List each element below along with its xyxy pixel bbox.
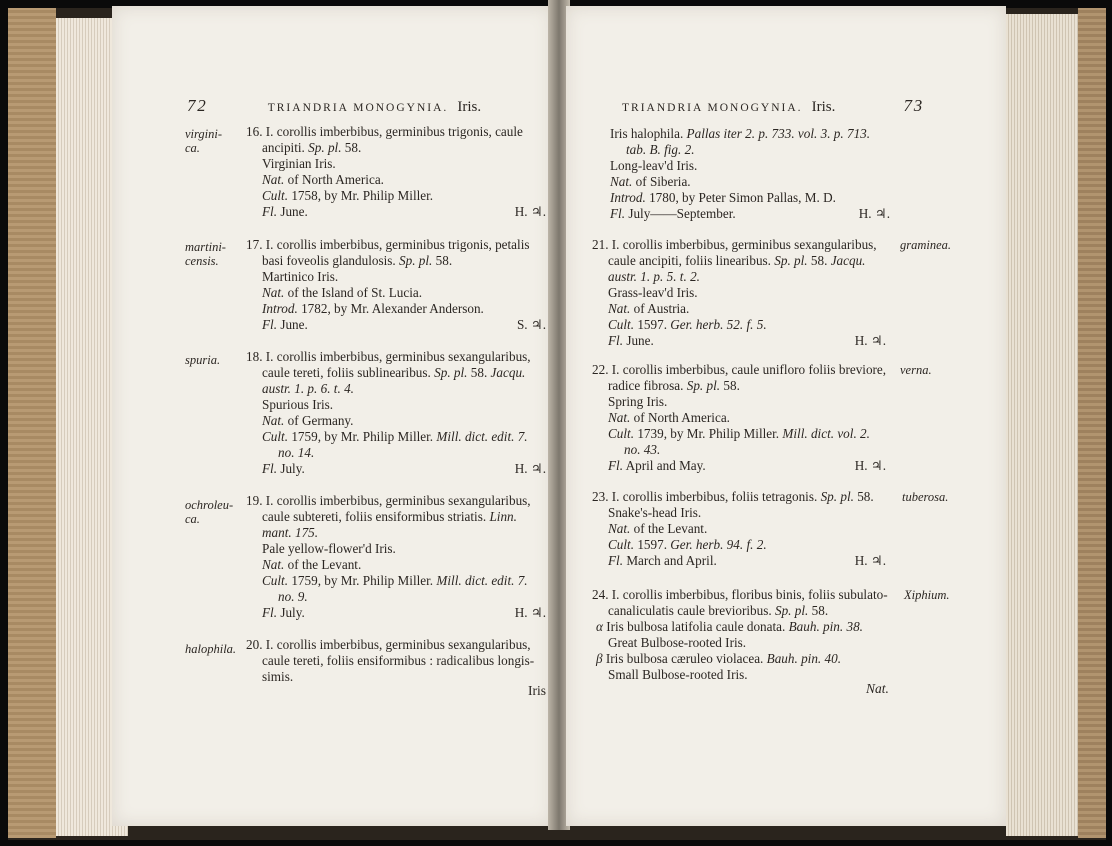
left-cover — [8, 8, 56, 838]
species-name: spuria. — [185, 353, 221, 367]
catchword: Nat. — [866, 681, 889, 696]
left-page-header — [187, 96, 481, 116]
species-entry: 20. I. corollis imberbibus, germinibus sexangularibus, caule tereti, foliis ensiformibus : radicalibus longis- simis. — [246, 637, 535, 684]
species-entry: 18. I. corollis imberbibus, germinibus sexangularibus, caule tereti, foliis sublinearibus. Sp. pl. 58. Jacqu. austr. 1. p. 6. t. 4. Spurious Iris. Nat. of Germany. Cult. 1759, by Mr. Philip Miller. Mill. dict. edit. 7. no. 14. Fl. July. H. ♃. — [246, 349, 546, 476]
page-number: 73 — [903, 96, 925, 115]
species-entry: 17. I. corollis imberbibus, germinibus trigonis, petalis basi foveolis glandulosis. Sp. pl. 58. Martinico Iris. Nat. of the Island of St. Lucia. Introd. 1782, by Mr. Alexander Anderson. Fl. June. S. ♃. — [246, 237, 546, 332]
species-name: ochroleu- ca. — [185, 498, 234, 526]
species-name: martini- censis. — [185, 240, 226, 268]
running-title: TRIANDRIA MONOGYNIA. — [267, 102, 449, 114]
right-cover — [1078, 8, 1106, 838]
species-entry: 19. I. corollis imberbibus, germinibus sexangularibus, caule subtereti, foliis ensiformibus striatis. Linn. mant. 175. Pale yellow-flower'd Iris. Nat. of the Levant. Cult. 1759, by Mr. Philip Miller. Mill. dict. edit. 7. no. 9. Fl. July. H. ♃. — [246, 493, 546, 620]
right-page-header — [622, 96, 924, 116]
running-genus: Iris. — [457, 99, 482, 115]
species-name: Xiphium. — [904, 588, 950, 602]
species-entry: 24. I. corollis imberbibus, floribus binis, foliis subulato- canaliculatis caule brevioribus. Sp. pl. 58. α Iris bulbosa latifolia caule donata. Bauh. pin. 38. Great Bulbose-rooted Iris. β Iris bulbosa cæruleo violacea. Bauh. pin. 40. Small Bulbose-rooted Iris. — [592, 587, 888, 682]
catchword: Iris — [528, 683, 546, 698]
species-name: verna. — [900, 363, 932, 377]
running-title: TRIANDRIA MONOGYNIA. — [622, 102, 803, 114]
species-entry: 16. I. corollis imberbibus, germinibus trigonis, caule ancipiti. Sp. pl. 58. Virginian Iris. Nat. of North America. Cult. 1758, by Mr. Philip Miller. Fl. June. H. ♃. — [246, 124, 546, 219]
species-entry: 23. I. corollis imberbibus, foliis tetragonis. Sp. pl. 58. Snake's-head Iris. Nat. of the Levant. Cult. 1597. Ger. herb. 94. f. 2. Fl. March and April. H. ♃. — [592, 489, 886, 568]
species-name: virgini- ca. — [185, 127, 223, 155]
species-entry: 22. I. corollis imberbibus, caule unifloro foliis breviore, radice fibrosa. Sp. pl. 58. Spring Iris. Nat. of North America. Cult. 1739, by Mr. Philip Miller. Mill. dict. vol. 2. no. 43. Fl. April and May. H. ♃. — [592, 362, 887, 473]
species-name: tuberosa. — [902, 490, 949, 504]
species-name: graminea. — [900, 238, 952, 252]
running-genus: Iris. — [811, 99, 836, 115]
right-page-edges — [1006, 14, 1078, 836]
page-number: 72 — [187, 96, 208, 115]
species-name: halophila. — [185, 642, 237, 656]
continued-entry: Iris halophila. Pallas iter 2. p. 733. vol. 3. p. 713. tab. B. fig. 2. Long-leav'd Iris. Nat. of Siberia. Introd. 1780, by Peter Simon Pallas, M. D. Fl. July——September. H. ♃. — [610, 126, 890, 221]
species-entry: 21. I. corollis imberbibus, germinibus sexangularibus, caule ancipiti, foliis linearibus. Sp. pl. 58. Jacqu. austr. 1. p. 5. t. 2. Grass-leav'd Iris. Nat. of Austria. Cult. 1597. Ger. herb. 52. f. 5. Fl. June. H. ♃. — [592, 237, 886, 348]
